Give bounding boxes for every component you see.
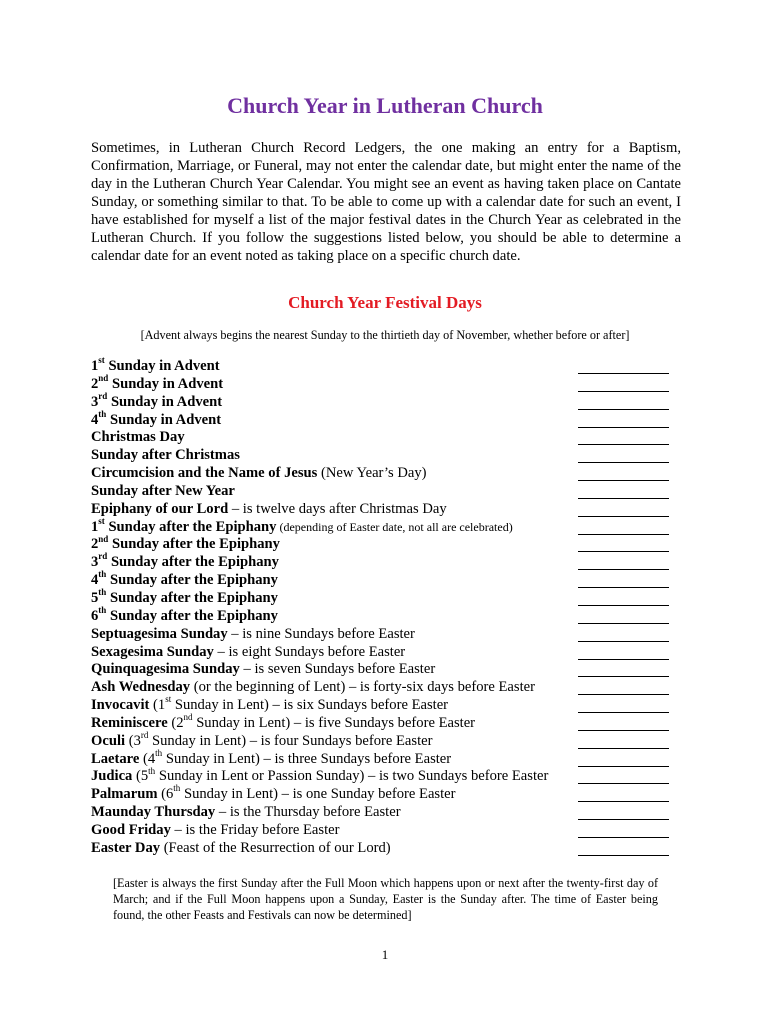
festival-row	[91, 372, 681, 394]
advent-note: [Advent always begins the nearest Sunday to the thirtieth day of November, whether before or after]	[140, 328, 630, 342]
date-blank-line	[578, 801, 669, 802]
festival-row	[91, 661, 681, 679]
festival-paren: (4	[139, 750, 156, 767]
page-number: 1	[381, 947, 389, 962]
festival-description: Sunday in Lent) – is five Sundays before Easter	[192, 714, 476, 731]
festival-row	[91, 644, 681, 662]
festival-paren: (6	[157, 786, 174, 803]
date-blank-line	[578, 748, 669, 749]
festival-name: 1st Sunday in Advent	[91, 355, 220, 374]
date-blank-line	[578, 783, 669, 784]
ordinal-suffix: th	[148, 765, 156, 776]
festival-description: – is eight Sundays before Easter	[213, 643, 406, 660]
festival-name: Circumcision and the Name of Jesus	[91, 465, 318, 482]
festival-row	[91, 551, 681, 572]
festival-row	[91, 447, 681, 465]
festival-name: 4th Sunday in Advent	[91, 408, 222, 428]
festival-row	[91, 483, 681, 501]
date-blank-line	[578, 409, 669, 410]
festival-row	[91, 533, 681, 554]
festival-paren: (1	[149, 697, 166, 714]
date-blank-line	[578, 516, 669, 517]
festival-row	[91, 515, 681, 537]
festival-description: Sunday in Lent) – is three Sundays before Easter	[162, 750, 452, 767]
ordinal-suffix: st	[165, 694, 172, 705]
date-blank-line	[578, 837, 669, 838]
date-blank-line	[578, 444, 669, 445]
date-blank-line	[578, 427, 669, 428]
festival-row	[91, 747, 681, 769]
festival-description: – is nine Sundays before Easter	[227, 625, 415, 642]
date-blank-line	[578, 373, 669, 374]
festival-description: Sunday in Lent) – is six Sundays before Easter	[171, 697, 449, 714]
ordinal-suffix: nd	[183, 712, 193, 723]
ordinal-suffix: nd	[98, 372, 109, 383]
festival-description: – is seven Sundays before Easter	[239, 661, 436, 678]
festival-row	[91, 712, 681, 733]
ordinal-suffix: th	[98, 604, 107, 615]
festival-row	[91, 587, 681, 608]
ordinal-suffix: rd	[98, 551, 108, 562]
ordinal-suffix: st	[98, 355, 105, 366]
festival-description: Sunday in Lent) – is four Sundays before Easter	[148, 732, 433, 749]
date-blank-line	[578, 462, 669, 463]
ordinal-suffix: nd	[98, 533, 109, 544]
festival-name: 6th Sunday after the Epiphany	[91, 604, 278, 624]
festival-description: – is twelve days after Christmas Day	[228, 500, 447, 517]
ordinal-suffix: th	[98, 587, 107, 598]
festival-name: 1st Sunday after the Epiphany	[91, 515, 277, 535]
festival-row	[91, 729, 681, 751]
festival-paren: (5	[132, 768, 149, 785]
festival-row	[91, 569, 681, 590]
intro-paragraph: Sometimes, in Lutheran Church Record Ledgers, the one making an entry for a Baptism, Confirmation, Marriage, or Funeral, may not enter the calendar date, but might enter the name of the day in the Lutheran Church Year Calendar. You might see an event as having taken place on Cantate Sunday, or something similar to that. To be able to come up with a calendar date for such an event, I have established for myself a list of the major festival dates in the Church Year as celebrated in the Lutheran Church. If you follow the suggestions listed below, you should be able to determine a calendar date for an event noted as taking place on a specific church date.	[91, 140, 681, 264]
date-blank-line	[578, 730, 669, 731]
date-blank-line	[578, 569, 669, 570]
festival-name: Invocavit	[91, 697, 150, 714]
festival-row	[91, 355, 681, 376]
festival-list	[91, 355, 681, 858]
festival-row	[91, 408, 681, 430]
festival-name: Quinquagesima Sunday	[91, 661, 240, 678]
ordinal-suffix: st	[98, 515, 105, 526]
festival-name: 2nd Sunday in Advent	[91, 372, 224, 392]
festival-description: – is the Thursday before Easter	[215, 804, 401, 821]
festival-name: Easter Day	[91, 839, 161, 856]
date-blank-line	[578, 855, 669, 856]
date-blank-line	[578, 659, 669, 660]
ordinal-suffix: th	[98, 408, 107, 419]
festival-paren: (3	[125, 732, 141, 749]
festival-name: 3rd Sunday in Advent	[91, 390, 223, 410]
festival-name: Septuagesima Sunday	[91, 625, 228, 642]
date-blank-line	[578, 694, 669, 695]
festival-row	[91, 694, 681, 715]
ordinal-suffix: th	[173, 783, 181, 794]
festival-name: 4th Sunday after the Epiphany	[91, 569, 278, 589]
page-title: Church Year in Lutheran Church	[227, 93, 543, 118]
festival-description: Sunday in Lent or Passion Sunday) – is two Sundays before Easter	[155, 768, 549, 785]
festival-row	[91, 804, 681, 822]
festival-name: Oculi	[91, 732, 126, 749]
festival-name: Christmas Day	[91, 429, 185, 446]
festival-description: (New Year’s Day)	[317, 465, 427, 482]
date-blank-line	[578, 534, 669, 535]
festival-row	[91, 390, 681, 412]
festival-name: Good Friday	[91, 821, 171, 838]
date-blank-line	[578, 623, 669, 624]
date-blank-line	[578, 605, 669, 606]
festival-name: Judica	[91, 768, 133, 785]
festival-row	[91, 465, 681, 483]
festival-row	[91, 783, 681, 804]
festival-name: Sunday after Christmas	[91, 447, 240, 464]
festival-row	[91, 626, 681, 644]
date-blank-line	[578, 480, 669, 481]
date-blank-line	[578, 712, 669, 713]
festival-row	[91, 822, 681, 840]
festival-row	[91, 679, 681, 697]
date-blank-line	[578, 587, 669, 588]
festival-row	[91, 429, 681, 447]
festival-name: Ash Wednesday	[91, 679, 191, 696]
festival-name: Maunday Thursday	[91, 804, 216, 821]
ordinal-suffix: rd	[98, 390, 108, 401]
ordinal-suffix: th	[155, 747, 163, 758]
date-blank-line	[578, 819, 669, 820]
section-title: Church Year Festival Days	[288, 293, 482, 312]
festival-row	[91, 840, 681, 858]
date-blank-line	[578, 641, 669, 642]
ordinal-suffix: th	[98, 569, 107, 580]
festival-description: (depending of Easter date, not all are celebrated)	[276, 519, 513, 534]
festival-name: Palmarum	[91, 786, 158, 803]
easter-note: [Easter is always the first Sunday after the Full Moon which happens upon or next after the twenty-first day of March; and if the Full Moon happens upon a Sunday, Easter is the Sunday after. The time of Easter being found, the other Feasts and Festivals can now be determined]	[113, 876, 658, 922]
festival-name: Epiphany of our Lord	[91, 500, 229, 517]
festival-name: 5th Sunday after the Epiphany	[91, 587, 278, 606]
festival-name: 2nd Sunday after the Epiphany	[91, 533, 280, 553]
festival-name: Sexagesima Sunday	[91, 643, 214, 660]
festival-name: 3rd Sunday after the Epiphany	[91, 551, 279, 571]
date-blank-line	[578, 551, 669, 552]
ordinal-suffix: rd	[140, 729, 149, 740]
date-blank-line	[578, 391, 669, 392]
date-blank-line	[578, 676, 669, 677]
festival-name: Laetare	[91, 750, 140, 767]
festival-row	[91, 501, 681, 519]
date-blank-line	[578, 766, 669, 767]
date-blank-line	[578, 498, 669, 499]
festival-paren: (2	[167, 714, 184, 731]
festival-name: Reminiscere	[91, 714, 168, 731]
festival-description: (Feast of the Resurrection of our Lord)	[160, 839, 391, 856]
festival-name: Sunday after New Year	[91, 482, 235, 499]
festival-description: Sunday in Lent) – is one Sunday before Easter	[180, 786, 456, 803]
festival-row	[91, 604, 681, 626]
festival-description: – is the Friday before Easter	[170, 821, 340, 838]
festival-description: (or the beginning of Lent) – is forty-six days before Easter	[190, 679, 535, 696]
